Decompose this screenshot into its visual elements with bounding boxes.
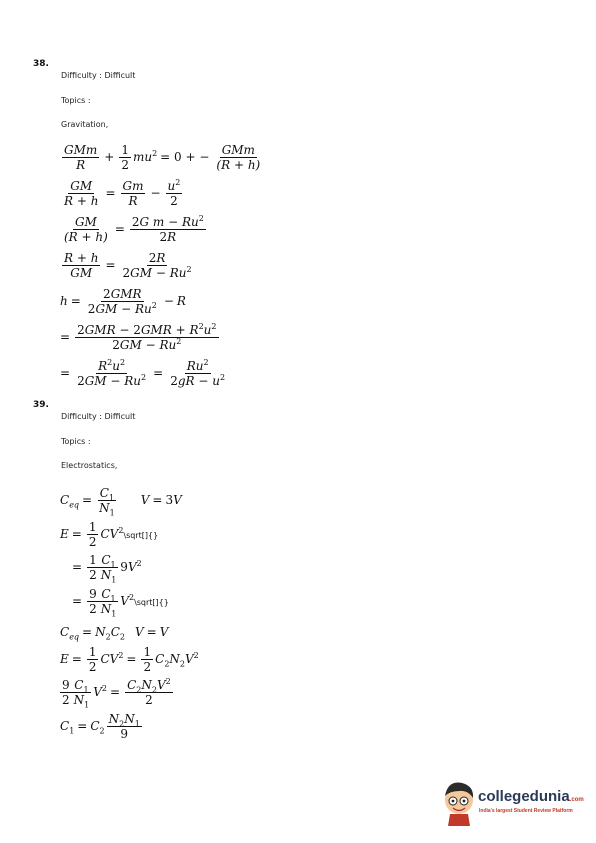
equation-39-5: $C_{eq} = N_2C_2$ V = V (60, 625, 169, 642)
equation-39-6: E = $\frac{1}{2}$ $CV^2$ = $\frac{1}{2}$ $C_2N_2V^2$ (60, 645, 199, 674)
topics-label-38: Topics : (61, 96, 91, 105)
topic-38: Gravitation, (61, 120, 109, 129)
equation-39-3: = $\frac{1}{2}$ $\frac{C_1}{N_1}$ $9V^2$ (72, 553, 142, 585)
raw-latex-2: \sqrt[]{} (134, 598, 169, 607)
topics-label-39: Topics : (61, 437, 91, 446)
brand-tagline: India's largest Student Review Platform (479, 808, 573, 814)
equation-38-3: $\frac{GM}{(R + h)}$ = $\frac{2G m - Ru^2}{2R}$ (64, 214, 204, 244)
equation-39-8: $C_1 = C_2$ $\frac{N_2N_1}{9}$ (60, 712, 140, 741)
question-number-38: 38. (33, 59, 49, 69)
equation-38-2: $\frac{GM}{R + h}$ = $\frac{Gm}{R}$ − $\frac{u^2}{2}$ (64, 178, 181, 208)
question-number-39: 39. (33, 400, 49, 410)
equation-38-4: $\frac{R + h}{GM}$ = $\frac{2R}{2GM - Ru^2}$ (64, 251, 192, 280)
topic-39: Electrostatics, (61, 461, 118, 470)
equation-38-6: = $\frac{2GMR - 2GMR + R^2u^2}{2GM - Ru^2}$ (60, 322, 217, 352)
equation-39-7: $\frac{9}{2}$ $\frac{C_1}{N_1}$ $V^2$ = $\frac{C_2N_2V^2}{2}$ (62, 677, 171, 710)
difficulty-38: Difficulty : Difficult (61, 71, 136, 80)
difficulty-39: Difficulty : Difficult (61, 412, 136, 421)
equation-39-1: $C_{eq}$ = $\frac{C_1}{N_1}$ V = 3V (60, 486, 182, 518)
equation-38-7: = $\frac{R^2u^2}{2GM - Ru^2}$ = $\frac{Ru^2}{2gR - u^2}$ (60, 358, 226, 388)
equation-38-5: h = $\frac{\text{2GMR}}{2GM - Ru^2}$ − R (60, 287, 186, 316)
equation-38-1: $\frac{\text{GMm}}{R}$ + $\frac{1}{2}$ $mu^2 = 0$ + − $\frac{\text{GMm}}{(R + h)}$ (64, 143, 261, 172)
raw-latex-1: \sqrt[]{} (123, 531, 159, 540)
equation-39-4: = $\frac{9}{2}$ $\frac{C_1}{N_1}$ $V^2\backslash sqrt[]\{\}$ (72, 587, 169, 619)
equation-39-2: E = $\frac{1}{2}$ $CV^2\backslash sqrt[]\{\}$ (60, 520, 159, 549)
brand-name: collegedunia.com (478, 788, 584, 805)
